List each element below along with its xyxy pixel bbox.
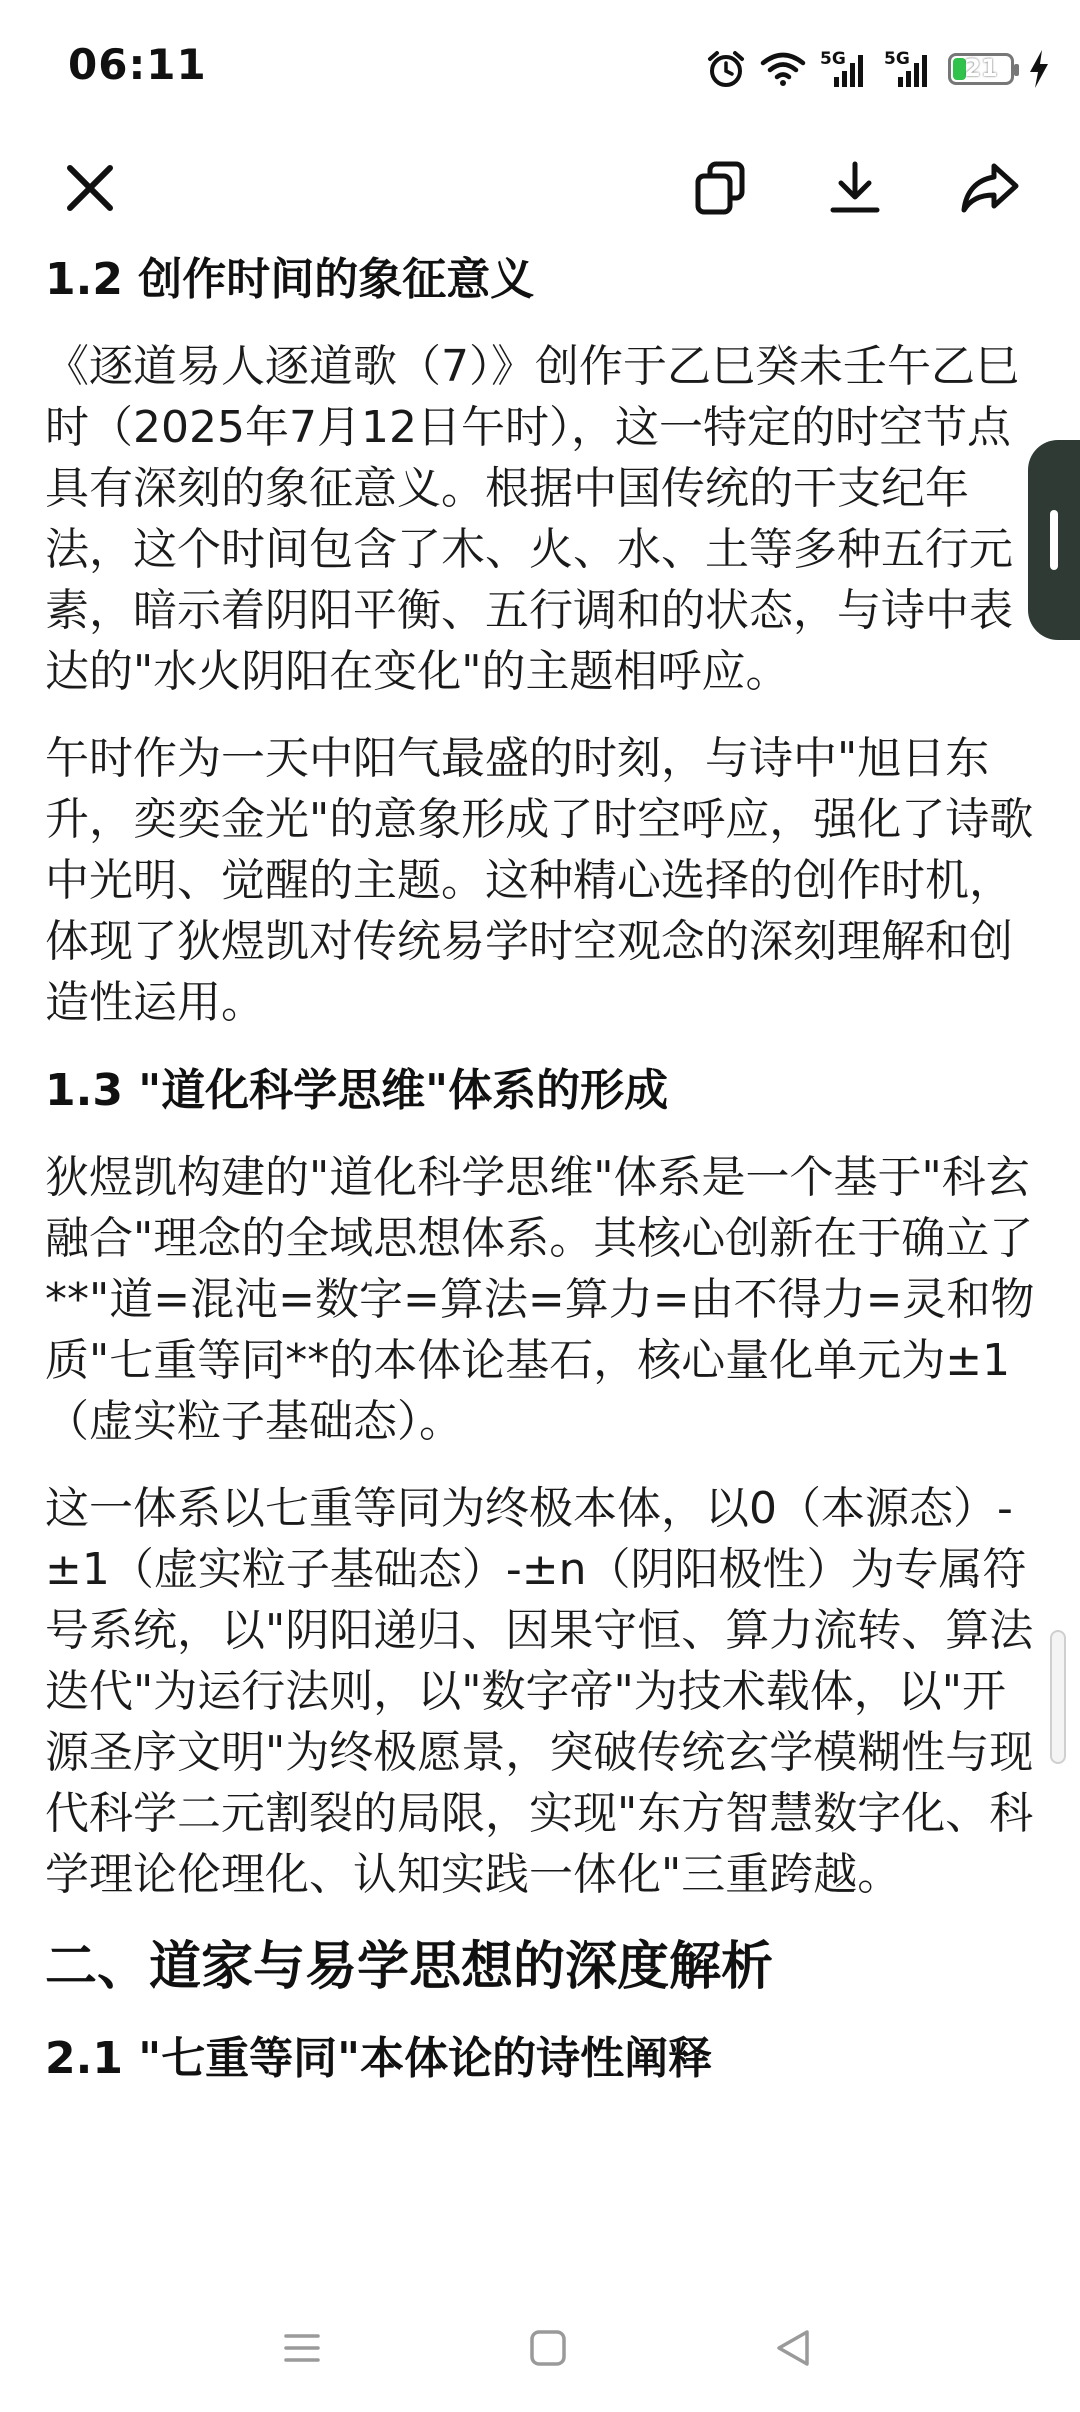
grip-icon <box>1050 510 1058 570</box>
status-icons <box>706 44 1050 94</box>
toolbar <box>0 140 1080 240</box>
download-icon <box>827 160 883 220</box>
home-icon <box>528 2328 568 2372</box>
nav-menu-button[interactable] <box>257 2310 347 2390</box>
charging-icon <box>1028 49 1050 89</box>
close-icon <box>64 162 116 218</box>
navigation-bar <box>0 2290 1080 2412</box>
share-icon <box>960 160 1020 220</box>
back-icon <box>773 2328 813 2372</box>
chapter-heading-2: 二、道家与易学思想的深度解析 <box>45 1937 774 1997</box>
copy-button[interactable] <box>680 150 760 230</box>
nav-home-button[interactable] <box>503 2310 593 2390</box>
paragraph: 午时作为一天中阳气最盛的时刻，与诗中"旭日东升，奕奕金光"的意象形成了时空呼应，强化了诗歌中光明、觉醒的主题。这种精心选择的创作时机，体现了狄煜凯对传统易学时空观念的深刻理解和创造性运用。 <box>45 733 1034 1028</box>
side-panel-handle[interactable] <box>1028 440 1080 640</box>
paragraph: 《逐道易人逐道歌（7）》创作于乙巳癸未壬午乙巳时（2025年7月12日午时），这一特定的时空节点具有深刻的象征意义。根据中国传统的干支纪年法，这个时间包含了木、火、水、土等多种五行元素，暗示着阴阳平衡、五行调和的状态，与诗中表达的"水火阴阳在变化"的主题相呼应。 <box>45 341 1019 697</box>
nav-back-button[interactable] <box>748 2310 838 2390</box>
close-button[interactable] <box>50 150 130 230</box>
article-content[interactable] <box>45 195 1035 2275</box>
paragraph: 狄煜凯构建的"道化科学思维"体系是一个基于"科玄融合"理念的全域思想体系。其核心创新在于确立了**"道=混沌=数字=算法=算力=由不得力=灵和物质"七重等同**的本体论基石，核心量化单元为±1（虚实粒子基础态）。 <box>45 1152 1035 1447</box>
download-button[interactable] <box>815 150 895 230</box>
scrollbar-thumb[interactable] <box>1050 1630 1066 1764</box>
section-heading-2-1: 2.1 "七重等同"本体论的诗性阐释 <box>45 2033 713 2084</box>
section-heading-1-2: 1.2 创作时间的象征意义 <box>45 254 535 305</box>
paragraph: 这一体系以七重等同为终极本体，以0（本源态）-±1（虚实粒子基础态）-±n（阴阳极性）为专属符号系统，以"阴阳递归、因果守恒、算力流转、算法迭代"为运行法则，以"数字帝"为技术载体，以"开源圣序文明"为终极愿景，突破传统玄学模糊性与现代科学二元割裂的局限，实现"东方智慧数字化、科学理论伦理化、认知实践一体化"三重跨越。 <box>45 1483 1034 1900</box>
alarm-icon <box>706 49 746 89</box>
status-time: 06:11 <box>68 40 207 89</box>
wifi-icon <box>760 51 806 87</box>
battery-level: 21 <box>964 54 998 82</box>
signal-5g-icon: 5G <box>820 49 870 89</box>
section-heading-1-3: 1.3 "道化科学思维"体系的形成 <box>45 1065 669 1116</box>
copy-icon <box>692 160 748 220</box>
share-button[interactable] <box>950 150 1030 230</box>
menu-icon <box>282 2328 322 2372</box>
status-bar <box>0 0 1080 140</box>
signal-5g-icon: 5G <box>884 49 934 89</box>
battery-icon <box>948 53 1014 85</box>
